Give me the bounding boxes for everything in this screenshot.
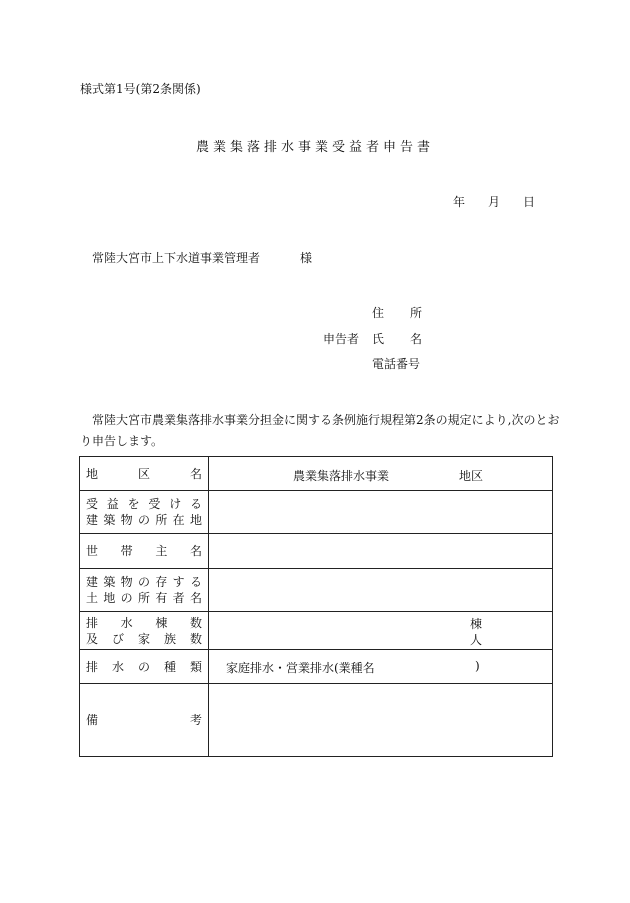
location-label: 受 益 を 受 け る 建 築 物 の 所 在 地 [80, 491, 209, 534]
drainage-type-field[interactable] [209, 650, 553, 684]
table-row [80, 684, 553, 757]
applicant-address-label: 住 所 [372, 306, 423, 320]
unit-buildings: 棟 [470, 617, 483, 631]
date-year-label: 年 [453, 195, 466, 209]
land-owner-label: 建 築 物 の 存 す る 土 地 の 所 有 者 名 [80, 569, 209, 612]
district-value: 農業集落排水事業 [293, 469, 390, 483]
district-label: 地 区 名 [80, 457, 209, 491]
table-row [80, 612, 553, 650]
table-row [80, 534, 553, 569]
form-number: 様式第1号(第2条関係) [80, 82, 201, 96]
district-field[interactable] [209, 457, 553, 491]
district-suffix: 地区 [459, 469, 484, 483]
householder-label: 世 帯 主 名 [80, 534, 209, 569]
table-row [80, 457, 553, 491]
body-text-line2: り申告します。 [80, 434, 164, 448]
householder-field[interactable] [209, 534, 553, 569]
counts-field[interactable] [209, 612, 553, 650]
location-field[interactable] [209, 491, 553, 534]
addressee-honorific: 様 [300, 251, 313, 265]
drainage-type-close: ) [475, 659, 480, 673]
land-owner-field[interactable] [209, 569, 553, 612]
applicant-name-label: 氏 名 [372, 332, 423, 346]
body-text-line1: 常陸大宮市農業集落排水事業分担金に関する条例施行規程第2条の規定により,次のとお [92, 413, 560, 427]
unit-people: 人 [470, 633, 483, 647]
drainage-type-value: 家庭排水・営業排水(業種名 [226, 661, 375, 675]
drainage-type-label: 排 水 の 種 類 [80, 650, 209, 684]
counts-label: 排 水 棟 数 及 び 家 族 数 [80, 612, 209, 650]
applicant-label: 申告者 [323, 332, 360, 346]
application-table [79, 456, 553, 757]
applicant-phone-label: 電話番号 [372, 357, 421, 371]
date-day-label: 日 [523, 195, 536, 209]
table-row [80, 650, 553, 684]
date-month-label: 月 [488, 195, 501, 209]
remarks-field[interactable] [209, 684, 553, 757]
document-title: 農業集落排水事業受益者申告書 [195, 140, 434, 155]
table-row [80, 491, 553, 534]
addressee-name: 常陸大宮市上下水道事業管理者 [92, 251, 261, 265]
table-row [80, 569, 553, 612]
remarks-label: 備 考 [80, 684, 209, 757]
